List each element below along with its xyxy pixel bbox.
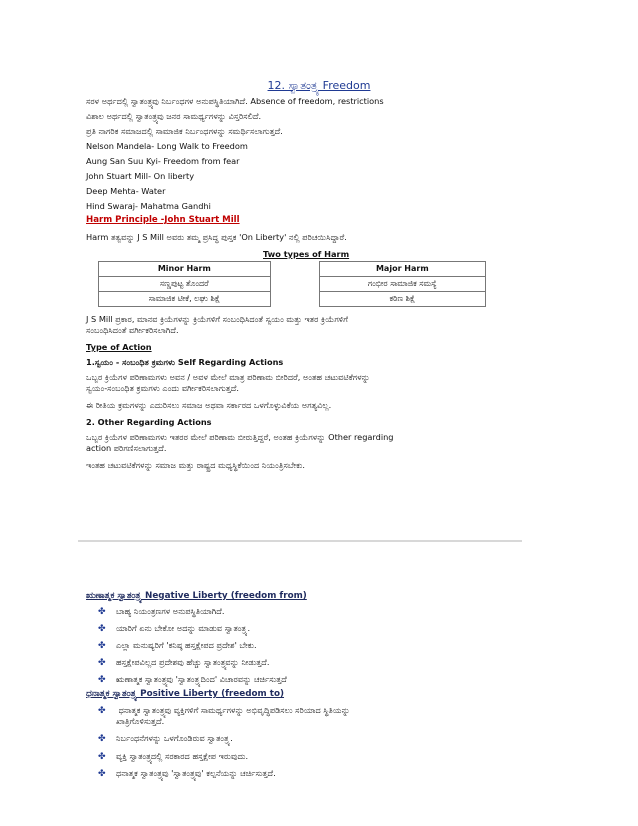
table-cell: ಸಾಮಾಜಿಕ ಟೀಕೆ, ಲಘು ಶಿಕ್ಷೆ <box>99 292 271 307</box>
intro-line: ಪ್ರತಿ ನಾಗರಿಕ ಸಮಾಜದಲ್ಲಿ ಸಾಮಾಜಿಕ ನಿರ್ಬಂಧಗಳನ್ನು ಸಮರ್ಥಿಸಲಾಗುತ್ತದೆ. <box>86 126 283 136</box>
item-text: ಋಣಾತ್ಮಕ ಸ್ವಾತಂತ್ರ್ಯವು 'ಸ್ವಾತಂತ್ರ್ಯದಿಂದ' ವಿಚಾರವನ್ನು ಚರ್ಚಿಸುತ್ತದೆ <box>116 674 287 684</box>
item-text: ವ್ಯಕ್ತಿ ಸ್ವಾತಂತ್ರ್ಯದಲ್ಲಿ ಸರಕಾರದ ಹಸ್ತಕ್ಷೇಪ ಇರುವುದು. <box>116 751 249 761</box>
bullet-icon: ✤ <box>98 769 106 779</box>
item-text: ಬಾಹ್ಯ ನಿಯಂತ್ರಣಗಳ ಅನುಪಸ್ಥಿತಿಯಾಗಿದೆ. <box>116 606 225 616</box>
bullet-icon: ✤ <box>98 607 106 617</box>
table-gap <box>270 277 319 292</box>
item-text: ಯಾರಿಗೆ ಏನು ಬೇಕೋ ಅದನ್ನು ಮಾಡುವ ಸ್ವಾತಂತ್ರ್ಯ. <box>116 623 251 633</box>
intro-line: ವಿಶಾಲ ಅರ್ಥದಲ್ಲಿ ಸ್ವಾತಂತ್ರ್ಯವು ಜನರ ಸಾಮರ್ಥ್ಯಗಳನ್ನು ವಿಸ್ತರಿಸಲಿದೆ. <box>86 111 262 121</box>
self-regarding-line: ಸ್ವಯಂ-ಸಂಬಂಧಿತ ಕ್ರಮಗಳು ಎಂದು ವರ್ಗೀಕರಿಸಲಾಗುತ್ತದೆ. <box>86 383 239 393</box>
mill-text-line: J S Mill ಪ್ರಕಾರ, ಮಾನವ ಕ್ರಿಯೆಗಳನ್ನು ಕ್ರಿಯೆಗಳಿಗೆ ಸಂಬಂಧಿಸಿದಂತೆ ಸ್ವಯಂ ಮತ್ತು ಇತರ ಕ್ರಿಯೆಗಳಿಗೆ <box>86 314 348 324</box>
item-text: ಧನಾತ್ಮಕ ಸ್ವಾತಂತ್ರ್ಯವು ವ್ಯಕ್ತಿಗಳಿಗೆ ಸಾಮರ್ಥ್ಯಗಳನ್ನು ಅಭಿವೃದ್ಧಿಪಡಿಸಲು ಸರಿಯಾದ ಸ್ಥಿತಿಯನ್ನು <box>116 705 350 715</box>
other-regarding-line: action ಪರಿಗಣಿಸಲಾಗುತ್ತದೆ. <box>86 443 167 453</box>
negative-liberty-item <box>98 606 224 618</box>
bullet-icon: ✤ <box>98 641 106 651</box>
table-gap <box>270 292 319 307</box>
table-row <box>99 277 486 292</box>
bullet-icon: ✤ <box>98 624 106 634</box>
intro-line: Aung San Suu Kyi- Freedom from fear <box>86 156 240 166</box>
table-row <box>99 292 486 307</box>
harm-principle-heading: Harm Principle -John Stuart Mill <box>86 215 240 225</box>
item-text: ಧನಾತ್ಮಕ ಸ್ವಾತಂತ್ರ್ಯವು 'ಸ್ವಾತಂತ್ರ್ಯವು' ಕಲ್ಪನೆಯನ್ನು ಚರ್ಚಿಸುತ್ತದೆ. <box>116 768 276 778</box>
item-text: ನಿರ್ಬಂಧನೆಗಳನ್ನು ಒಳಗೊಂಡಿರುವ ಸ್ವಾತಂತ್ರ್ಯ. <box>116 733 233 743</box>
mill-text-line: ಸಂಬಂಧಿಸಿದಂತೆ ವರ್ಗೀಕರಿಸಲಾಗಿದೆ. <box>86 325 179 335</box>
negative-liberty-item <box>98 674 287 686</box>
type-of-action-heading: Type of Action <box>86 342 152 352</box>
negative-liberty-item <box>98 657 269 669</box>
positive-liberty-item-continued: ಖಾತ್ರಿಗೊಳಿಸುತ್ತದೆ. <box>116 716 165 726</box>
positive-liberty-item <box>98 751 248 763</box>
negative-liberty-heading: ಋಣಾತ್ಮಕ ಸ್ವಾತಂತ್ರ್ಯ Negative Liberty (freedom from) <box>86 591 307 601</box>
positive-liberty-heading: ಧನಾತ್ಮಕ ಸ್ವಾತಂತ್ರ್ಯ Positive Liberty (freedom to) <box>86 689 285 699</box>
other-regarding-line: ಇಂತಹ ಚಟುವಟಿಕೆಗಳನ್ನು ಸಮಾಜ ಮತ್ತು ರಾಷ್ಟ್ರದ ಮಧ್ಯಸ್ಥಿಕೆಯಿಂದ ನಿಯಂತ್ರಿಸಬೇಕು. <box>86 460 305 470</box>
harm-principle-text: Harm ತತ್ವವನ್ನು J S Mill ಅವರು ತಮ್ಮ ಪ್ರಸಿದ್ಧ ಪುಸ್ತಕ 'On Liberty' ನಲ್ಲಿ ಪರಿಚಯಿಸಿದ್ದಾರೆ. <box>86 232 347 242</box>
bullet-icon: ✤ <box>98 734 106 744</box>
intro-line: Nelson Mandela- Long Walk to Freedom <box>86 141 248 151</box>
negative-liberty-item <box>98 640 257 652</box>
negative-liberty-item <box>98 623 250 635</box>
section-divider <box>78 540 522 542</box>
positive-liberty-item <box>98 733 233 745</box>
intro-line: Deep Mehta- Water <box>86 186 166 196</box>
table-caption: Two types of Harm <box>263 249 350 259</box>
self-regarding-line: ಈ ರೀತಿಯ ಕ್ರಮಗಳನ್ನು ಎದುರಿಸಲು ಸಮಾಜ ಅಥವಾ ಸರ್ಕಾರದ ಒಳಗೊಳ್ಳುವಿಕೆಯ ಅಗತ್ಯವಿಲ್ಲ. <box>86 400 332 410</box>
item-text: ಹಸ್ತಕ್ಷೇಪವಿಲ್ಲದ ಪ್ರದೇಶವು ಹೆಚ್ಚು ಸ್ವಾತಂತ್ರ್ಯವನ್ನು ನೀಡುತ್ತದೆ. <box>116 657 270 667</box>
harm-types-table <box>98 261 486 307</box>
positive-liberty-item <box>98 768 276 780</box>
intro-line: John Stuart Mill- On liberty <box>86 171 195 181</box>
intro-line: Hind Swaraj- Mahatma Gandhi <box>86 201 211 211</box>
other-regarding-line: ಒಬ್ಬರ ಕ್ರಿಯೆಗಳ ಪರಿಣಾಮಗಳು ಇತರರ ಮೇಲೆ ಪರಿಣಾಮ ಬೀರುತ್ತಿದ್ದರೆ, ಅಂತಹ ಕ್ರಿಯೆಗಳನ್ನು Other regarding <box>86 432 394 442</box>
table-gap <box>270 262 319 277</box>
self-regarding-line: ಒಬ್ಬರ ಕ್ರಿಯೆಗಳ ಪರಿಣಾಮಗಳು ಅವನ / ಅವಳ ಮೇಲೆ ಮಾತ್ರ ಪರಿಣಾಮ ಬೀರಿದರೆ, ಅಂತಹ ಚಟುವಟಿಕೆಗಳನ್ನು <box>86 372 370 382</box>
intro-line: ಸರಳ ಅರ್ಥದಲ್ಲಿ ಸ್ವಾತಂತ್ರ್ಯವು ನಿರ್ಬಂಧಗಳ ಅನುಪಸ್ಥಿತಿಯಾಗಿದೆ. Absence of freedom, restrictions <box>86 96 384 106</box>
page-title: 12. ಸ್ವಾತಂತ್ರ್ಯ Freedom <box>267 79 371 92</box>
table-header-cell: Major Harm <box>319 262 485 277</box>
bullet-icon: ✤ <box>98 675 106 685</box>
bullet-icon: ✤ <box>98 752 106 762</box>
bullet-icon: ✤ <box>98 706 106 716</box>
table-cell: ಕಠಿಣ ಶಿಕ್ಷೆ <box>319 292 485 307</box>
other-regarding-heading: 2. Other Regarding Actions <box>86 417 212 427</box>
table-cell: ಸಣ್ಣಪುಟ್ಟ ತೊಂದರೆ <box>99 277 271 292</box>
item-text: ಎಲ್ಲಾ ಮನುಷ್ಯರಿಗೆ 'ಕನಿಷ್ಠ ಹಸ್ತಕ್ಷೇಪದ ಪ್ರದೇಶ' ಬೇಕು. <box>116 640 257 650</box>
bullet-icon: ✤ <box>98 658 106 668</box>
table-cell: ಗಂಭೀರ ಸಾಮಾಜಿಕ ಸಮಸ್ಯೆ <box>319 277 485 292</box>
self-regarding-heading: 1.ಸ್ವಯಂ - ಸಂಬಂಧಿತ ಕ್ರಮಗಳು Self Regarding Actions <box>86 357 284 367</box>
table-header-cell: Minor Harm <box>99 262 271 277</box>
table-header-row <box>99 262 486 277</box>
